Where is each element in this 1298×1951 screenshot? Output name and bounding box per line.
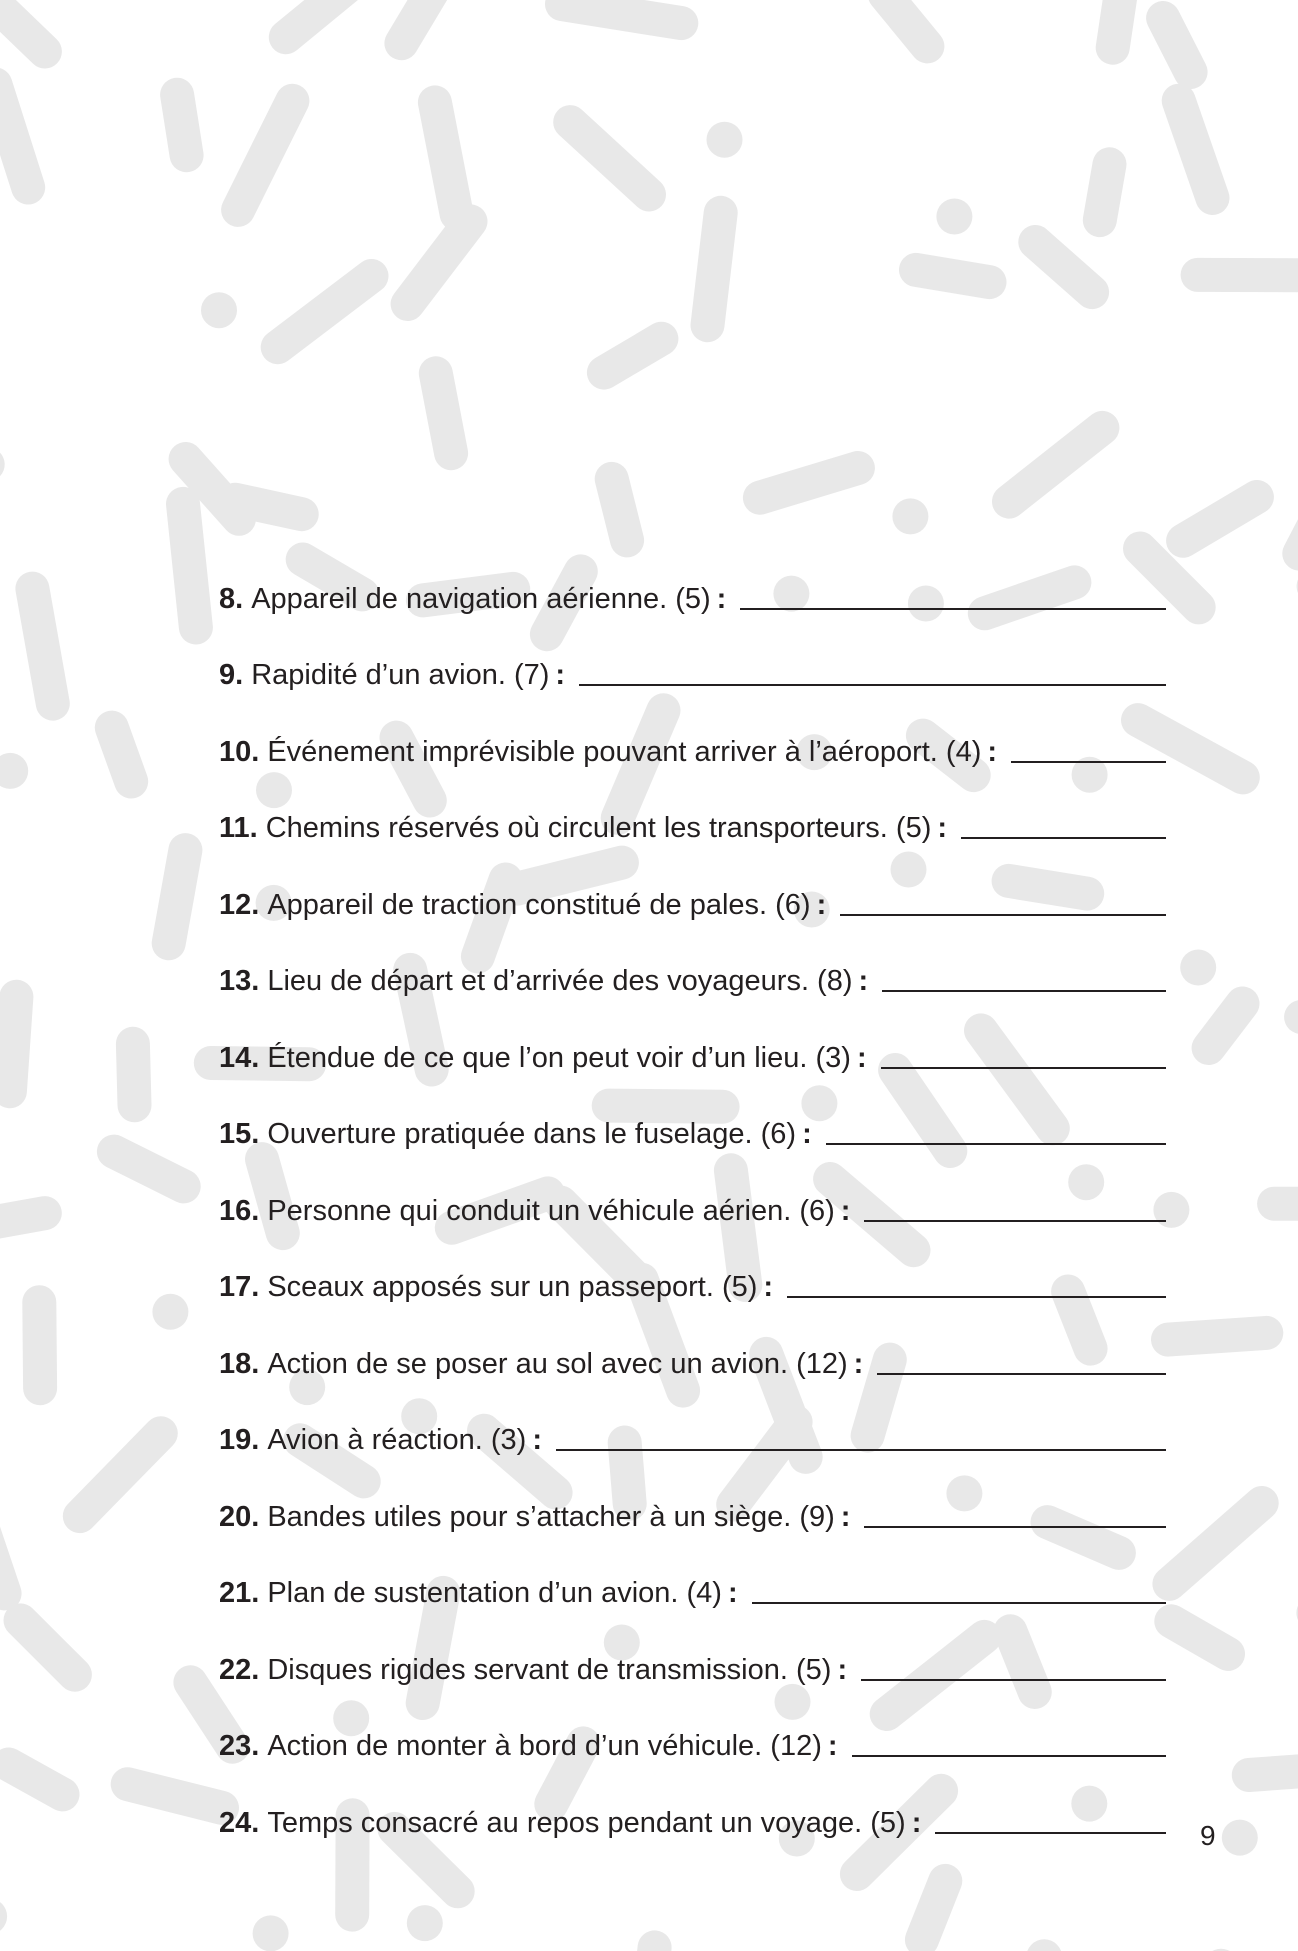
question-row	[219, 1149, 1166, 1226]
pattern-dash	[922, 1881, 945, 1940]
question-row	[219, 996, 1166, 1073]
question-number: 11.	[219, 812, 258, 844]
answer-blank[interactable]	[852, 1755, 1166, 1757]
pattern-dash	[1163, 18, 1191, 72]
question-row	[219, 1608, 1166, 1685]
question-text: Rapidité d’un avion. (7)	[251, 659, 550, 691]
question-colon: :	[827, 1730, 838, 1762]
question-number: 19.	[219, 1424, 260, 1456]
pattern-dash	[278, 276, 372, 347]
question-row	[219, 1455, 1166, 1532]
pattern-dot	[1222, 1820, 1258, 1856]
pattern-dash	[760, 468, 858, 498]
pattern-dash	[562, 4, 681, 23]
pattern-dot	[936, 199, 972, 235]
question-text: Ouverture pratiquée dans le fuselage. (6)	[267, 1118, 797, 1150]
question-text: Temps consacré au repos pendant un voyage. (5)	[267, 1806, 906, 1839]
answer-blank[interactable]	[787, 1296, 1166, 1298]
question-colon: :	[802, 1118, 812, 1150]
pattern-dash	[612, 479, 627, 541]
pattern-dash	[1035, 242, 1092, 292]
pattern-dash	[128, 1784, 222, 1808]
answer-blank[interactable]	[579, 684, 1166, 686]
question-text: Plan de sustentation d’un avion. (4)	[267, 1577, 722, 1609]
question-row	[219, 1379, 1166, 1456]
question-number: 23.	[219, 1730, 260, 1762]
answer-blank[interactable]	[752, 1602, 1166, 1604]
pattern-dash	[114, 1152, 184, 1187]
question-row	[219, 767, 1166, 844]
pattern-dash	[9, 1765, 63, 1795]
pattern-dash	[286, 0, 364, 37]
question-number: 15.	[219, 1118, 260, 1150]
question-row	[219, 1302, 1166, 1379]
question-number: 21.	[219, 1577, 260, 1609]
question-number: 14.	[219, 1041, 260, 1074]
pattern-dash	[238, 101, 292, 210]
question-text: Sceaux apposés sur un passeport. (5)	[267, 1271, 758, 1303]
question-colon: :	[856, 1041, 867, 1074]
pattern-dash	[408, 221, 471, 304]
pattern-dash	[0, 1213, 45, 1224]
pattern-dash	[177, 95, 187, 156]
pattern-dash	[1113, 0, 1125, 48]
question-text: Action de se poser au sol avec un avion. (12)	[267, 1347, 848, 1380]
question-text: Personne qui conduit un véhicule aérien. (6)	[267, 1194, 835, 1227]
pattern-dash	[1249, 1766, 1298, 1775]
pattern-dash	[1209, 1004, 1243, 1049]
pattern-dash	[436, 373, 451, 453]
answer-blank[interactable]	[556, 1449, 1166, 1451]
answer-blank[interactable]	[864, 1526, 1166, 1528]
question-colon: :	[716, 582, 727, 615]
answer-blank[interactable]	[864, 1220, 1166, 1222]
question-colon: :	[853, 1347, 864, 1380]
answer-blank[interactable]	[882, 990, 1166, 992]
question-text: Bandes utiles pour s’attacher à un siège. (9)	[267, 1500, 835, 1533]
question-row	[219, 537, 1166, 614]
question-row	[219, 843, 1166, 920]
pattern-dash	[133, 1044, 135, 1106]
question-colon: :	[987, 735, 998, 768]
pattern-dash	[1100, 164, 1110, 220]
pattern-dash	[708, 213, 721, 325]
pattern-dash	[1009, 428, 1102, 502]
pattern-dash	[643, 1947, 654, 1951]
pattern-dash	[1168, 1333, 1266, 1340]
question-row	[219, 1073, 1166, 1150]
pattern-dash	[21, 1620, 75, 1674]
answer-blank[interactable]	[740, 608, 1166, 610]
answer-blank[interactable]	[935, 1832, 1166, 1834]
question-row	[219, 920, 1166, 997]
page-number: 9	[1200, 1820, 1216, 1851]
answer-blank[interactable]	[877, 1373, 1166, 1375]
question-number: 20.	[219, 1500, 260, 1533]
pattern-dash	[401, 0, 435, 43]
pattern-dash	[1169, 1503, 1261, 1584]
question-row	[219, 1532, 1166, 1609]
question-number: 12.	[219, 888, 260, 921]
pattern-dot	[0, 753, 28, 789]
question-text: Disques rigides servant de transmission. (5)	[267, 1653, 832, 1686]
question-text: Action de monter à bord d’un véhicule. (12)	[267, 1730, 822, 1762]
question-colon: :	[555, 659, 566, 691]
pattern-dash	[0, 0, 45, 51]
pattern-dot	[0, 1898, 7, 1934]
question-number: 24.	[219, 1806, 260, 1839]
question-colon: :	[727, 1577, 738, 1609]
question-colon: :	[840, 1194, 851, 1227]
pattern-dash	[435, 102, 457, 214]
answer-blank[interactable]	[861, 1679, 1166, 1681]
question-text: Événement imprévisible pouvant arriver à l’aéroport. (4)	[267, 735, 982, 768]
question-row	[219, 614, 1166, 691]
question-row	[219, 690, 1166, 767]
question-text: Chemins réservés où circulent les transporteurs. (5)	[265, 812, 932, 844]
question-colon: :	[532, 1424, 542, 1456]
pattern-dash	[10, 997, 17, 1092]
pattern-dash	[885, 0, 928, 46]
pattern-dash	[80, 1433, 161, 1516]
question-text: Étendue de ce que l’on peut voir d’un lieu. (3)	[267, 1041, 851, 1074]
pattern-dot	[1026, 1939, 1062, 1951]
pattern-dot	[892, 498, 928, 534]
question-colon: :	[937, 812, 948, 844]
pattern-dot	[1180, 950, 1216, 986]
question-number: 16.	[219, 1194, 260, 1227]
question-list	[219, 537, 1166, 1838]
pattern-dot	[407, 1905, 443, 1941]
question-colon: :	[840, 1500, 851, 1533]
pattern-dash	[570, 122, 649, 194]
answer-blank[interactable]	[961, 837, 1166, 839]
question-colon: :	[911, 1806, 922, 1839]
pattern-dot	[201, 292, 237, 328]
question-number: 22.	[219, 1653, 260, 1686]
pattern-dash	[32, 589, 52, 704]
question-text: Avion à réaction. (3)	[267, 1424, 527, 1456]
pattern-dash	[916, 270, 990, 282]
question-number: 9.	[219, 659, 244, 691]
question-colon: :	[763, 1271, 774, 1303]
pattern-dash	[1179, 101, 1213, 198]
answer-blank[interactable]	[826, 1143, 1166, 1145]
pattern-dash	[235, 500, 302, 515]
pattern-dot	[152, 1294, 188, 1330]
question-row	[219, 1761, 1166, 1838]
question-number: 8.	[219, 582, 244, 615]
pattern-dash	[0, 85, 28, 188]
question-number: 13.	[219, 965, 260, 997]
question-colon: :	[837, 1653, 848, 1686]
pattern-dash	[1171, 1621, 1228, 1654]
question-text: Lieu de départ et d’arrivée des voyageurs. (8)	[267, 965, 853, 997]
pattern-dash	[183, 504, 196, 628]
pattern-dash	[112, 728, 131, 782]
pattern-dash	[604, 339, 662, 373]
question-colon: :	[858, 965, 869, 997]
pattern-dash	[1183, 497, 1257, 541]
question-row	[219, 1685, 1166, 1762]
question-text: Appareil de traction constitué de pales. (6)	[267, 888, 811, 921]
pattern-dash	[39, 1302, 40, 1388]
pattern-dash	[169, 850, 186, 943]
answer-blank[interactable]	[840, 914, 1166, 916]
answer-blank[interactable]	[1011, 761, 1166, 763]
question-number: 10.	[219, 735, 260, 768]
answer-blank[interactable]	[881, 1067, 1166, 1069]
question-number: 17.	[219, 1271, 260, 1303]
pattern-dot	[253, 1915, 289, 1951]
question-text: Appareil de navigation aérienne. (5)	[251, 582, 711, 615]
question-colon: :	[816, 888, 827, 921]
question-number: 18.	[219, 1347, 260, 1380]
question-row	[219, 1226, 1166, 1303]
pattern-dash	[0, 1486, 5, 1594]
pattern-dot	[707, 122, 743, 158]
